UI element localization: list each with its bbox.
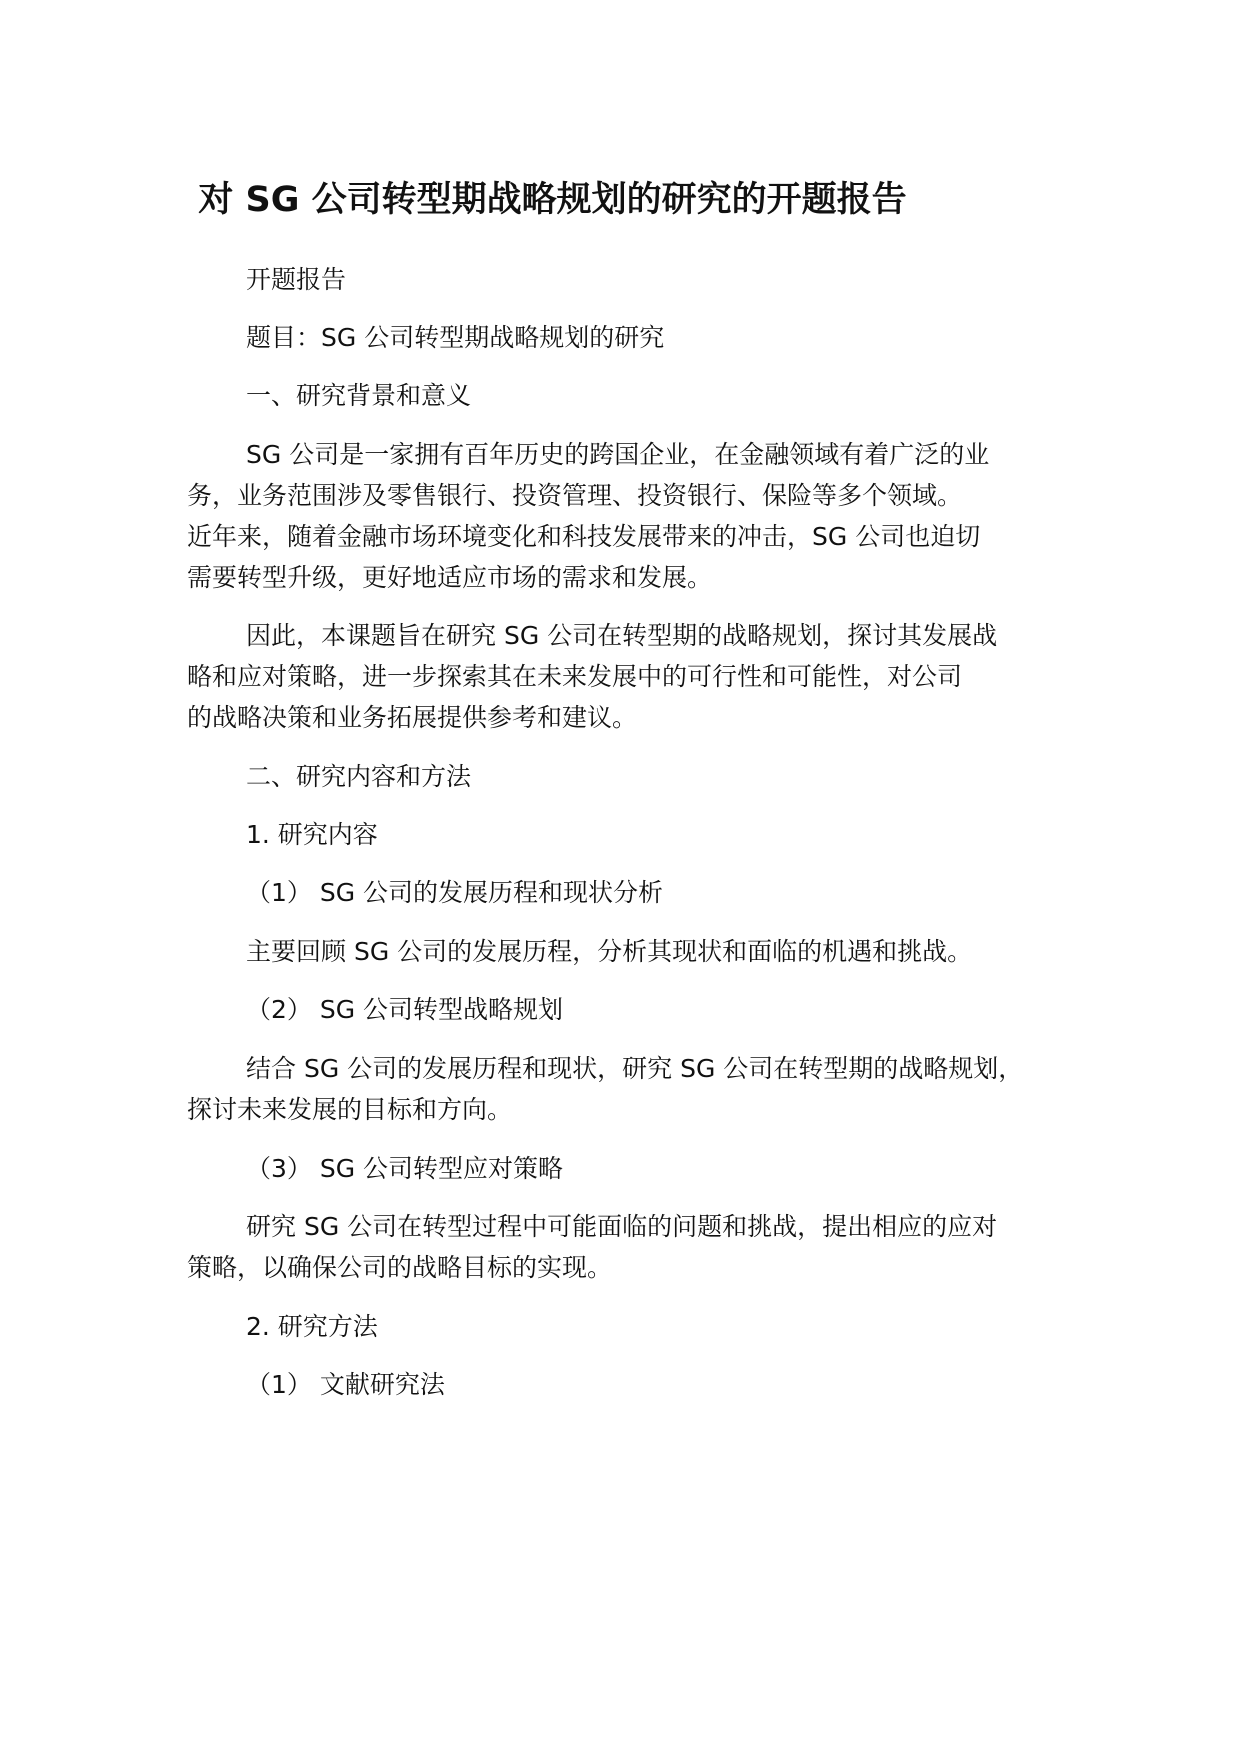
text-line: 结合 SG 公司的发展历程和现状，研究 SG 公司在转型期的战略规划， xyxy=(246,1054,1024,1083)
text-line: 探讨未来发展的目标和方向。 xyxy=(187,1095,513,1124)
text-line: （1） 文献研究法 xyxy=(246,1370,445,1399)
text-line: 题目：SG 公司转型期战略规划的研究 xyxy=(246,323,665,352)
text-line: 策略，以确保公司的战略目标的实现。 xyxy=(187,1253,613,1282)
text-line: 的战略决策和业务拓展提供参考和建议。 xyxy=(187,703,638,732)
text-line: 2. 研究方法 xyxy=(246,1312,378,1341)
text-line: （2） SG 公司转型战略规划 xyxy=(246,995,564,1024)
text-line: 主要回顾 SG 公司的发展历程，分析其现状和面临的机遇和挑战。 xyxy=(246,937,973,966)
text-line: 需要转型升级，更好地适应市场的需求和发展。 xyxy=(187,563,713,592)
text-line: 二、研究内容和方法 xyxy=(246,762,472,791)
document-title: 对 SG 公司转型期战略规划的研究的开题报告 xyxy=(198,180,907,220)
text-line: SG 公司是一家拥有百年历史的跨国企业，在金融领域有着广泛的业 xyxy=(246,440,990,469)
text-line: 开题报告 xyxy=(246,265,347,294)
text-line: 略和应对策略，进一步探索其在未来发展中的可行性和可能性，对公司 xyxy=(187,662,963,691)
text-line: （3） SG 公司转型应对策略 xyxy=(246,1154,564,1183)
text-line: 因此，本课题旨在研究 SG 公司在转型期的战略规划，探讨其发展战 xyxy=(246,621,998,650)
text-line: 一、研究背景和意义 xyxy=(246,381,472,410)
text-line: （1） SG 公司的发展历程和现状分析 xyxy=(246,878,664,907)
text-line: 务，业务范围涉及零售银行、投资管理、投资银行、保险等多个领域。 xyxy=(187,481,963,510)
text-line: 近年来，随着金融市场环境变化和科技发展带来的冲击，SG 公司也迫切 xyxy=(187,522,981,551)
text-line: 研究 SG 公司在转型过程中可能面临的问题和挑战，提出相应的应对 xyxy=(246,1212,998,1241)
text-line: 1. 研究内容 xyxy=(246,820,378,849)
